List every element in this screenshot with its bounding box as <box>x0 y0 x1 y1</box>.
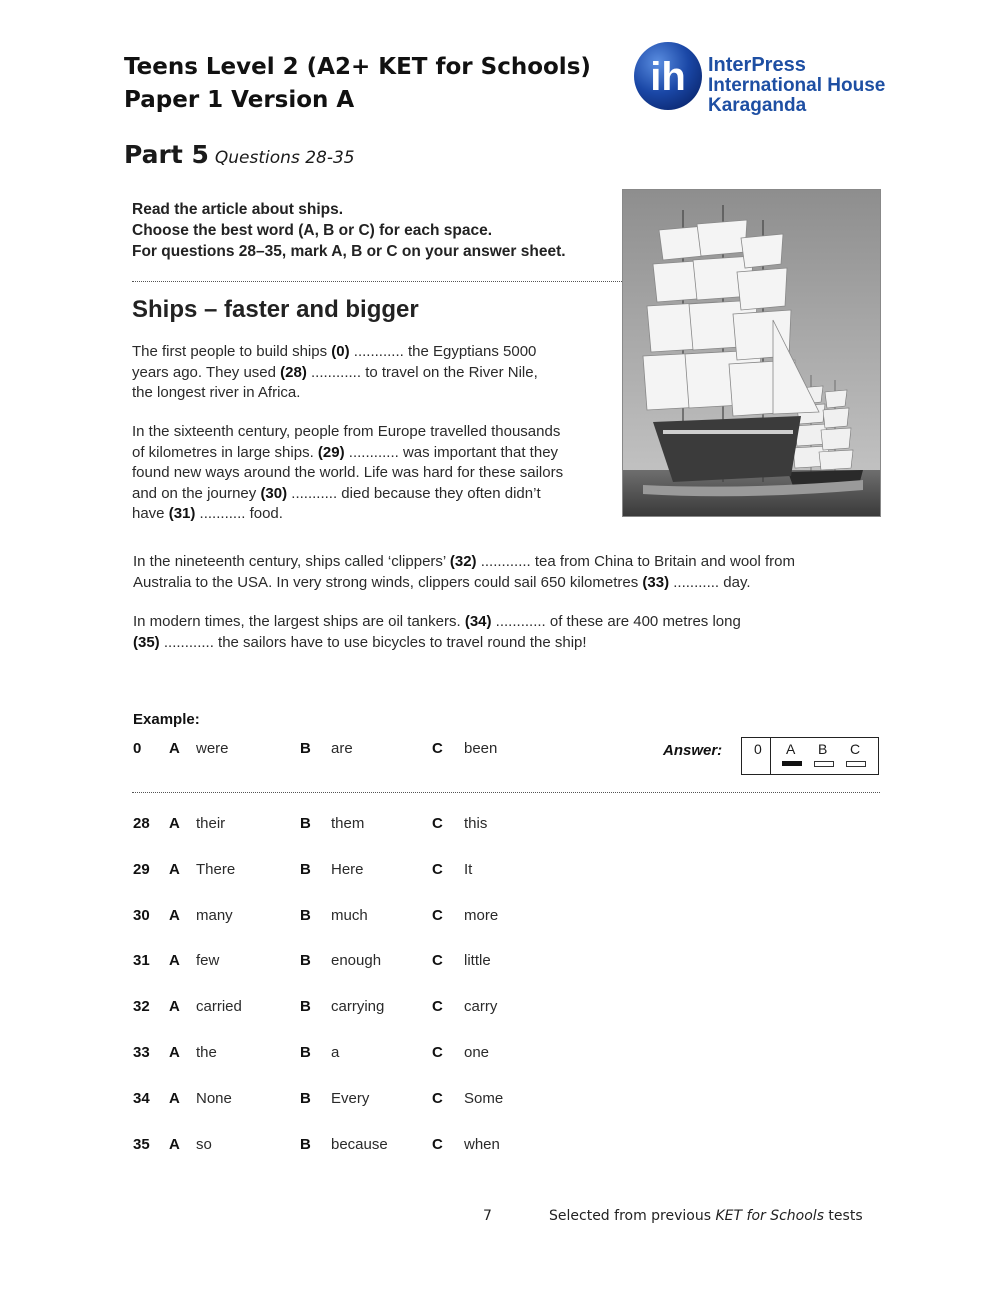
option-letter: C <box>432 907 443 924</box>
article-line: Australia to the USA. In very strong winds, clippers could sail 650 kilometres (33) ........... day. <box>133 573 751 591</box>
option-letter: B <box>300 740 311 757</box>
question-row <box>133 907 893 929</box>
option-letter: A <box>169 1044 180 1061</box>
ih-logo <box>632 40 892 116</box>
logo-line-1: InterPress <box>708 54 806 76</box>
answer-mark-b <box>814 761 834 767</box>
option-b: much <box>331 907 368 924</box>
option-letter: B <box>300 815 311 832</box>
question-row <box>133 952 893 974</box>
article-paragraph-2 <box>132 422 612 525</box>
option-b: enough <box>331 952 382 969</box>
option-letter: B <box>300 952 311 969</box>
option-letter: A <box>169 1136 180 1153</box>
option-letter: A <box>169 1090 180 1107</box>
option-a: There <box>196 861 236 878</box>
option-letter: C <box>432 1044 443 1061</box>
article-paragraph-4 <box>133 612 893 653</box>
option-c: when <box>464 1136 500 1153</box>
option-a: carried <box>196 998 242 1015</box>
option-b: a <box>331 1044 340 1061</box>
option-letter: A <box>169 815 180 832</box>
question-number: 30 <box>133 907 150 924</box>
header-line-1: Teens Level 2 (A2+ KET for Schools) <box>124 54 591 80</box>
answer-mark-a-filled <box>782 761 802 766</box>
option-letter: B <box>300 907 311 924</box>
option-letter: C <box>432 952 443 969</box>
question-row <box>133 1044 893 1066</box>
question-number: 33 <box>133 1044 150 1061</box>
question-number: 35 <box>133 1136 150 1153</box>
example-answer-box <box>741 737 879 775</box>
option-letter: C <box>432 1136 443 1153</box>
source-note: Selected from previous KET for Schools tests <box>549 1208 863 1224</box>
article-line: In the nineteenth century, ships called ‘clippers’ (32) ............ tea from China to Britain and wool from <box>133 553 796 570</box>
question-number: 0 <box>133 740 142 757</box>
ih-logo-mark: ih <box>650 55 686 99</box>
article-line: years ago. They used (28) ............ to travel on the River Nile, <box>132 363 538 381</box>
option-letter: A <box>169 861 180 878</box>
question-number: 31 <box>133 952 150 969</box>
option-letter: B <box>300 1136 311 1153</box>
instruction-line: For questions 28–35, mark A, B or C on your answer sheet. <box>132 243 566 260</box>
instruction-line: Read the article about ships. <box>132 201 344 218</box>
question-row <box>133 998 893 1020</box>
ships-photo <box>622 189 881 517</box>
option-letter: B <box>300 861 311 878</box>
article-title: Ships – faster and bigger <box>132 296 419 323</box>
divider <box>132 281 622 282</box>
part-label: Part 5 <box>124 140 209 169</box>
option-letter: A <box>169 952 180 969</box>
article-line: the longest river in Africa. <box>132 384 301 401</box>
answer-letter-c: C <box>850 741 861 757</box>
logo-line-3: Karaganda <box>708 95 807 116</box>
option-a: were <box>196 740 229 757</box>
option-c: this <box>464 815 488 832</box>
option-c: been <box>464 740 498 757</box>
option-b: because <box>331 1136 388 1153</box>
page-number: 7 <box>483 1208 492 1224</box>
option-a: None <box>196 1090 232 1107</box>
article-line: In the sixteenth century, people from Europe travelled thousands <box>132 423 561 440</box>
option-letter: A <box>169 740 180 757</box>
answer-letter-b: B <box>818 741 828 757</box>
article-line: The first people to build ships (0) ............ the Egyptians 5000 <box>132 343 537 360</box>
option-b: are <box>331 740 353 757</box>
article-paragraph-3 <box>133 552 893 593</box>
option-a: their <box>196 815 226 832</box>
option-letter: B <box>300 1044 311 1061</box>
option-b: Every <box>331 1090 370 1107</box>
tall-ship-illustration <box>623 190 880 516</box>
article-line: (35) ............ the sailors have to use bicycles to travel round the ship! <box>133 633 587 651</box>
option-a: the <box>196 1044 217 1061</box>
option-letter: A <box>169 907 180 924</box>
option-c: more <box>464 907 499 924</box>
option-c: It <box>464 861 473 878</box>
question-number: 34 <box>133 1090 150 1107</box>
question-row <box>133 861 893 883</box>
instruction-line: Choose the best word (A, B or C) for each space. <box>132 222 493 239</box>
article-line: of kilometres in large ships. (29) ............ was important that they <box>132 443 559 461</box>
article-line: found new ways around the world. Life was hard for these sailors <box>132 464 564 481</box>
question-number: 28 <box>133 815 150 832</box>
part-heading <box>124 140 355 169</box>
article-paragraph-1 <box>132 342 612 404</box>
instructions <box>132 199 566 262</box>
option-c: carry <box>464 998 498 1015</box>
option-letter: B <box>300 1090 311 1107</box>
article-line: and on the journey (30) ........... died because they often didn’t <box>132 484 541 502</box>
option-a: many <box>196 907 233 924</box>
option-letter: C <box>432 998 443 1015</box>
option-b: Here <box>331 861 364 878</box>
option-letter: C <box>432 861 443 878</box>
part-questions: Questions 28-35 <box>214 148 355 168</box>
option-letter: B <box>300 998 311 1015</box>
option-a: so <box>196 1136 212 1153</box>
option-c: Some <box>464 1090 504 1107</box>
document-header <box>124 51 591 117</box>
header-line-2: Paper 1 Version A <box>124 87 355 113</box>
option-c: one <box>464 1044 490 1061</box>
question-row <box>133 1090 893 1112</box>
divider <box>132 792 880 793</box>
option-letter: C <box>432 1090 443 1107</box>
article-line: In modern times, the largest ships are oil tankers. (34) ............ of these are 400 metres long <box>133 613 741 630</box>
logo-line-2: International House <box>708 75 886 96</box>
ih-logo-icon <box>632 40 704 112</box>
answer-letter-a: A <box>786 741 796 757</box>
answer-label: Answer: <box>663 742 723 759</box>
option-a: few <box>196 952 220 969</box>
answer-number: 0 <box>754 741 762 757</box>
option-letter: C <box>432 815 443 832</box>
question-row <box>133 1136 893 1158</box>
option-letter: C <box>432 740 443 757</box>
answer-mark-c <box>846 761 866 767</box>
option-letter: A <box>169 998 180 1015</box>
option-c: little <box>464 952 491 969</box>
option-b: carrying <box>331 998 385 1015</box>
question-row <box>133 815 893 837</box>
example-label: Example: <box>133 711 200 728</box>
article-line: have (31) ........... food. <box>132 505 283 522</box>
question-number: 32 <box>133 998 150 1015</box>
option-b: them <box>331 815 365 832</box>
question-number: 29 <box>133 861 150 878</box>
